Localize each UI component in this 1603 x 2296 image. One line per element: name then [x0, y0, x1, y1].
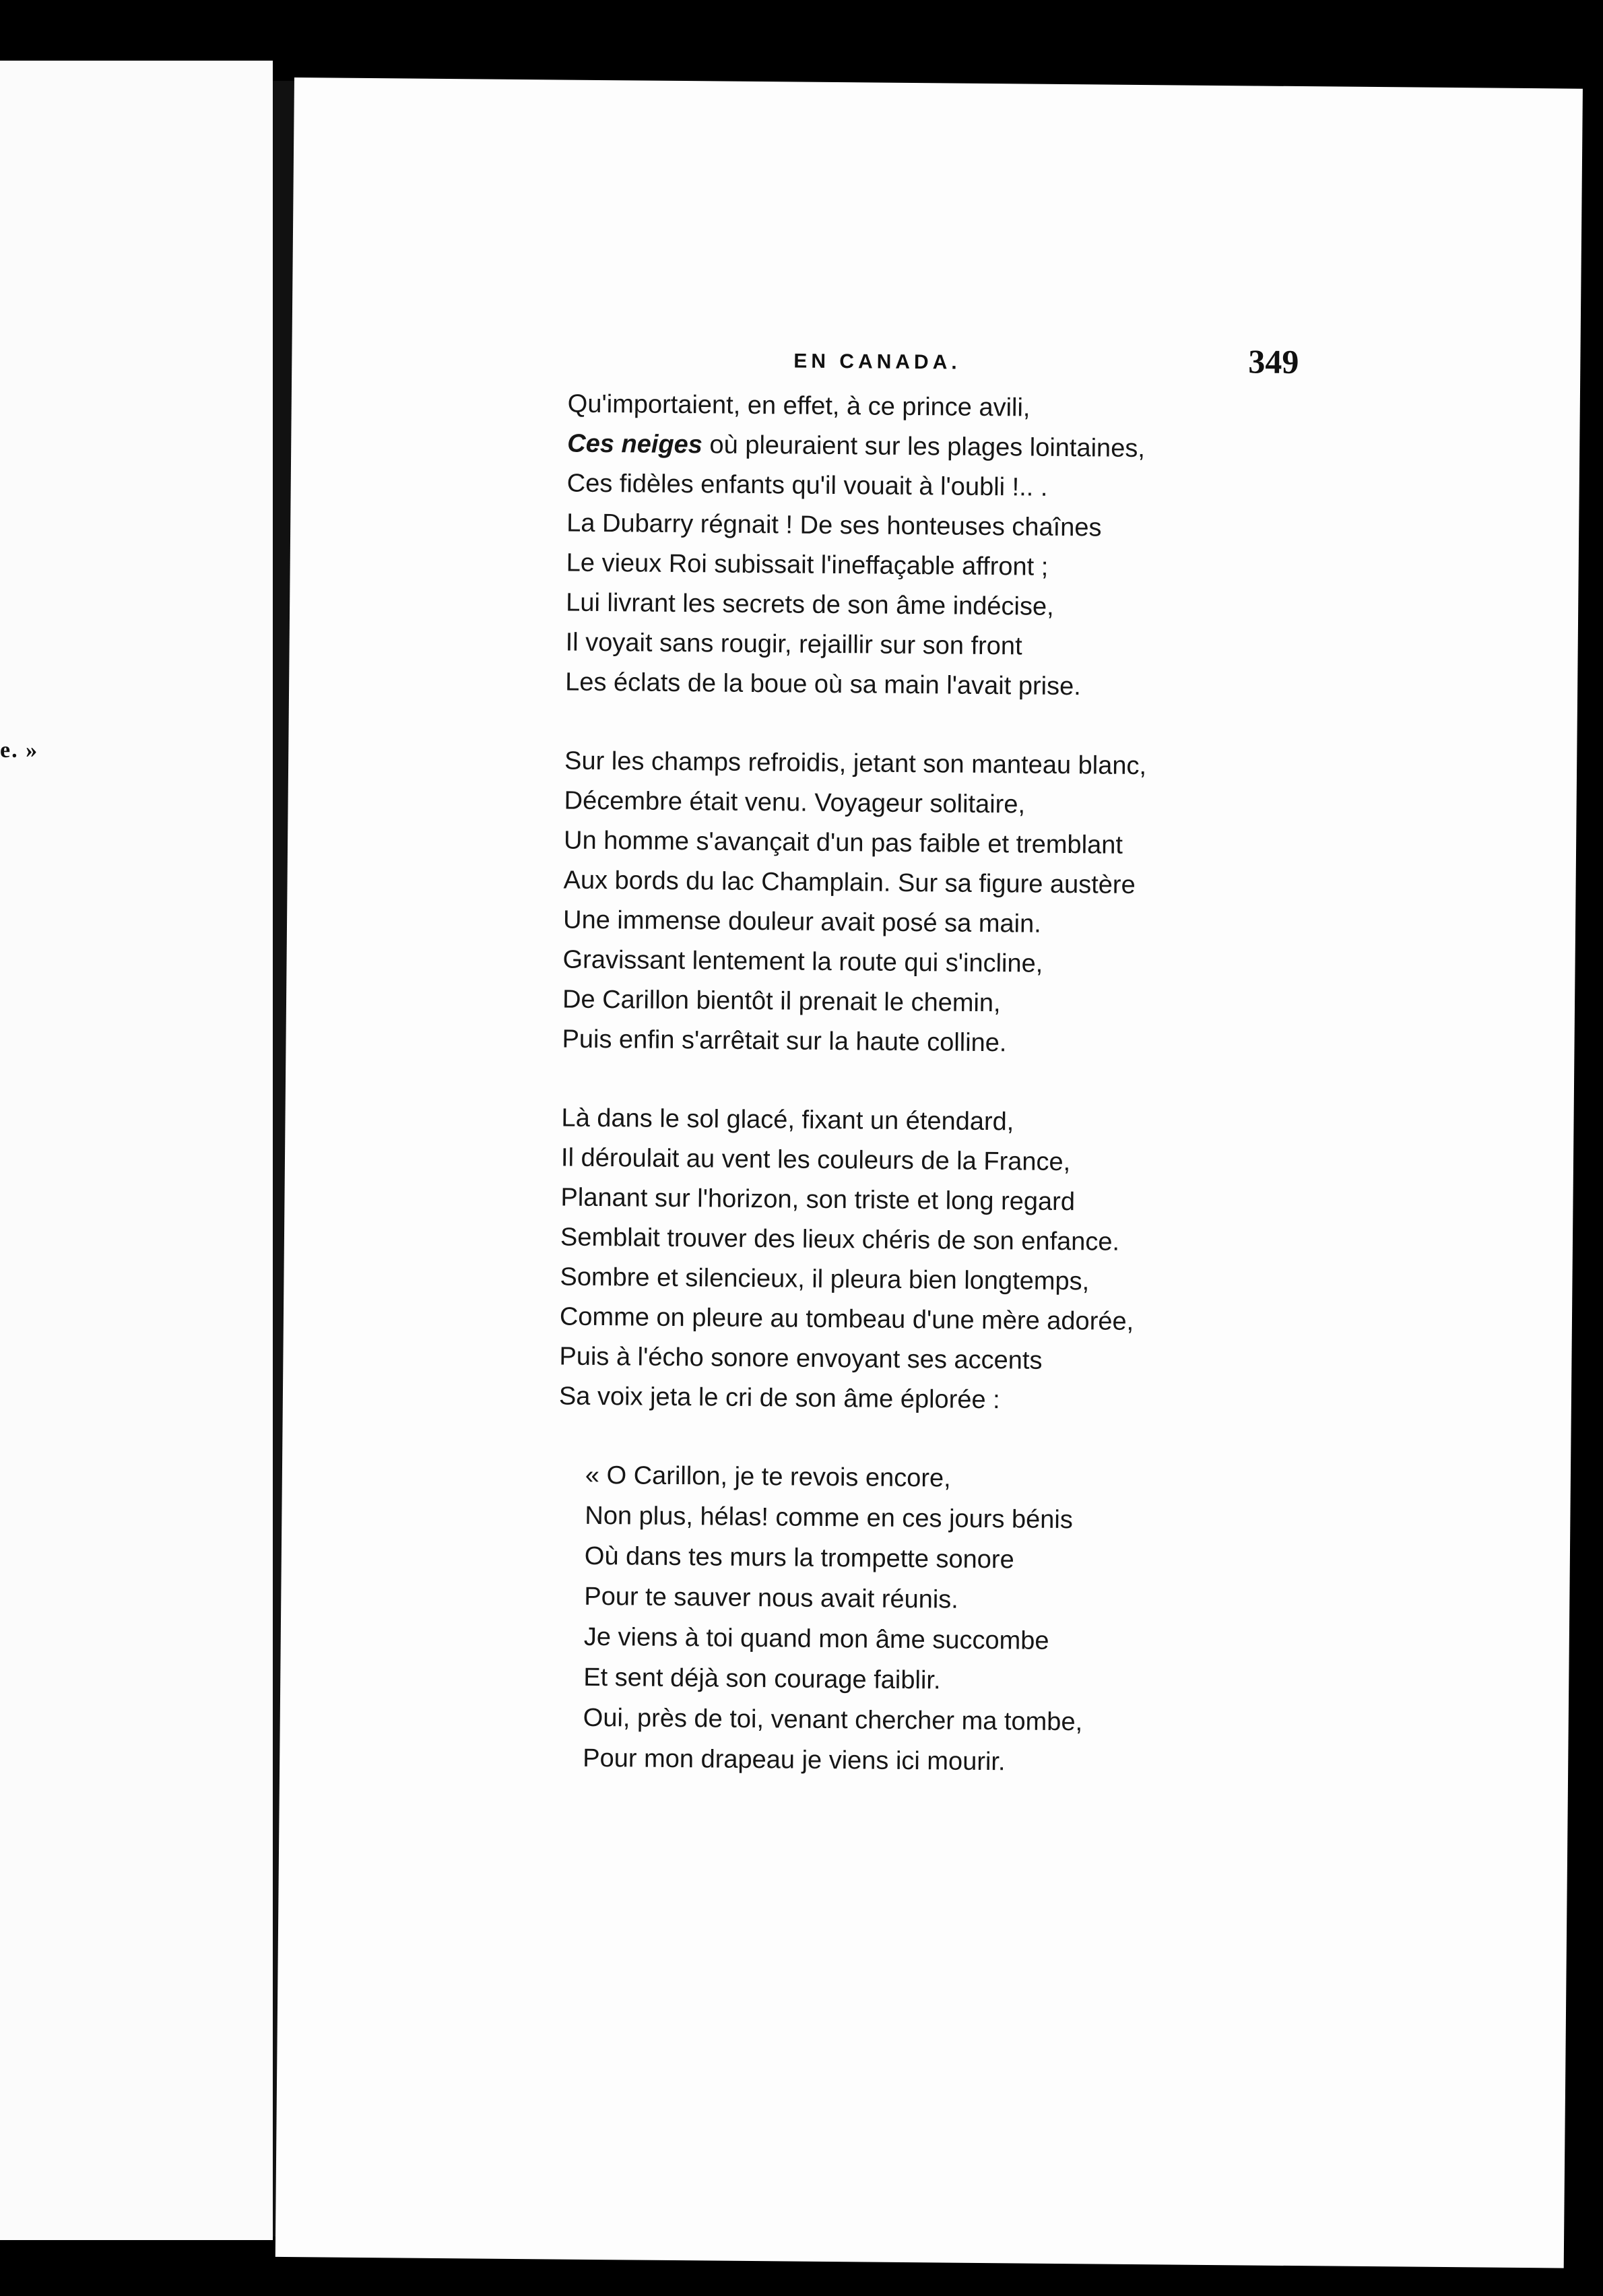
- verse-line: Sa voix jeta le cri de son âme éplorée :: [558, 1382, 1000, 1415]
- stanza-2: [562, 742, 1507, 1068]
- verse-line: Qu'importaient, en effet, à ce prince avili,: [567, 389, 1030, 422]
- verse-line: Sombre et silencieux, il pleura bien longtemps,: [560, 1263, 1090, 1296]
- verse-line: Ces neiges où pleuraient sur les plages lointaines,: [567, 429, 1146, 464]
- stanza-1: [565, 385, 1511, 711]
- stanza-4-song: [583, 1456, 1501, 1787]
- verse-line: Puis à l'écho sonore envoyant ses accents: [559, 1342, 1043, 1375]
- verse-line: Là dans le sol glacé, fixant un étendard,: [561, 1104, 1014, 1137]
- verse-line: Oui, près de toi, venant chercher ma tombe,: [583, 1703, 1083, 1737]
- verse-line: Semblait trouver des lieux chéris de son enfance.: [560, 1223, 1120, 1256]
- verse-line: Un homme s'avançait d'un pas faible et tremblant: [563, 826, 1123, 860]
- verse-line: Non plus, hélas! comme en ces jours bénis: [585, 1501, 1074, 1535]
- running-head: EN CANADA.: [793, 350, 961, 374]
- verse-line: Aux bords du lac Champlain. Sur sa figure austère: [563, 866, 1136, 899]
- verse-line: Une immense douleur avait posé sa main.: [562, 905, 1041, 938]
- verse-line: Le vieux Roi subissait l'ineffaçable affront ;: [566, 548, 1049, 581]
- verse-line: « O Carillon, je te revois encore,: [585, 1461, 951, 1493]
- left-page-text-fragment: e. »: [0, 738, 39, 763]
- verse-line: Pour mon drapeau je viens ici mourir.: [583, 1744, 1006, 1777]
- verse-line: Et sent déjà son courage faiblir.: [583, 1663, 941, 1695]
- verse-line: Décembre était venu. Voyageur solitaire,: [564, 786, 1026, 819]
- page-header: [292, 333, 1580, 385]
- verse-line: Où dans tes murs la trompette sonore: [584, 1541, 1014, 1574]
- book-page: [275, 77, 1583, 2268]
- verse-line: Sur les champs refroidis, jetant son manteau blanc,: [564, 746, 1147, 781]
- verse-line: Les éclats de la boue où sa main l'avait prise.: [564, 668, 1081, 701]
- left-page-edge: [0, 61, 273, 2240]
- verse-line: De Carillon bientôt il prenait le chemin,: [562, 985, 1001, 1018]
- verse-line: Puis enfin s'arrêtait sur la haute colline.: [562, 1025, 1007, 1058]
- verse-line: Je viens à toi quand mon âme succombe: [583, 1622, 1049, 1655]
- verse-line: Pour te sauver nous avait réunis.: [584, 1582, 959, 1614]
- verse-line: Il voyait sans rougir, rejaillir sur son front: [565, 628, 1022, 661]
- italic-phrase: Ces neiges: [567, 429, 703, 459]
- page-number: 349: [1248, 342, 1299, 381]
- verse-line: La Dubarry régnait ! De ses honteuses chaînes: [566, 509, 1102, 542]
- poem-body: [555, 385, 1511, 1826]
- verse-line: Il déroulait au vent les couleurs de la France,: [560, 1143, 1071, 1177]
- stanza-3: [559, 1099, 1505, 1425]
- verse-line: Comme on pleure au tombeau d'une mère adorée,: [559, 1302, 1134, 1336]
- verse-line: Ces fidèles enfants qu'il vouait à l'oubli !.. .: [566, 469, 1048, 502]
- verse-line: Gravissant lentement la route qui s'incline,: [562, 945, 1043, 978]
- verse-line: Planant sur l'horizon, son triste et long regard: [560, 1183, 1076, 1217]
- verse-line: Lui livrant les secrets de son âme indécise,: [566, 588, 1054, 621]
